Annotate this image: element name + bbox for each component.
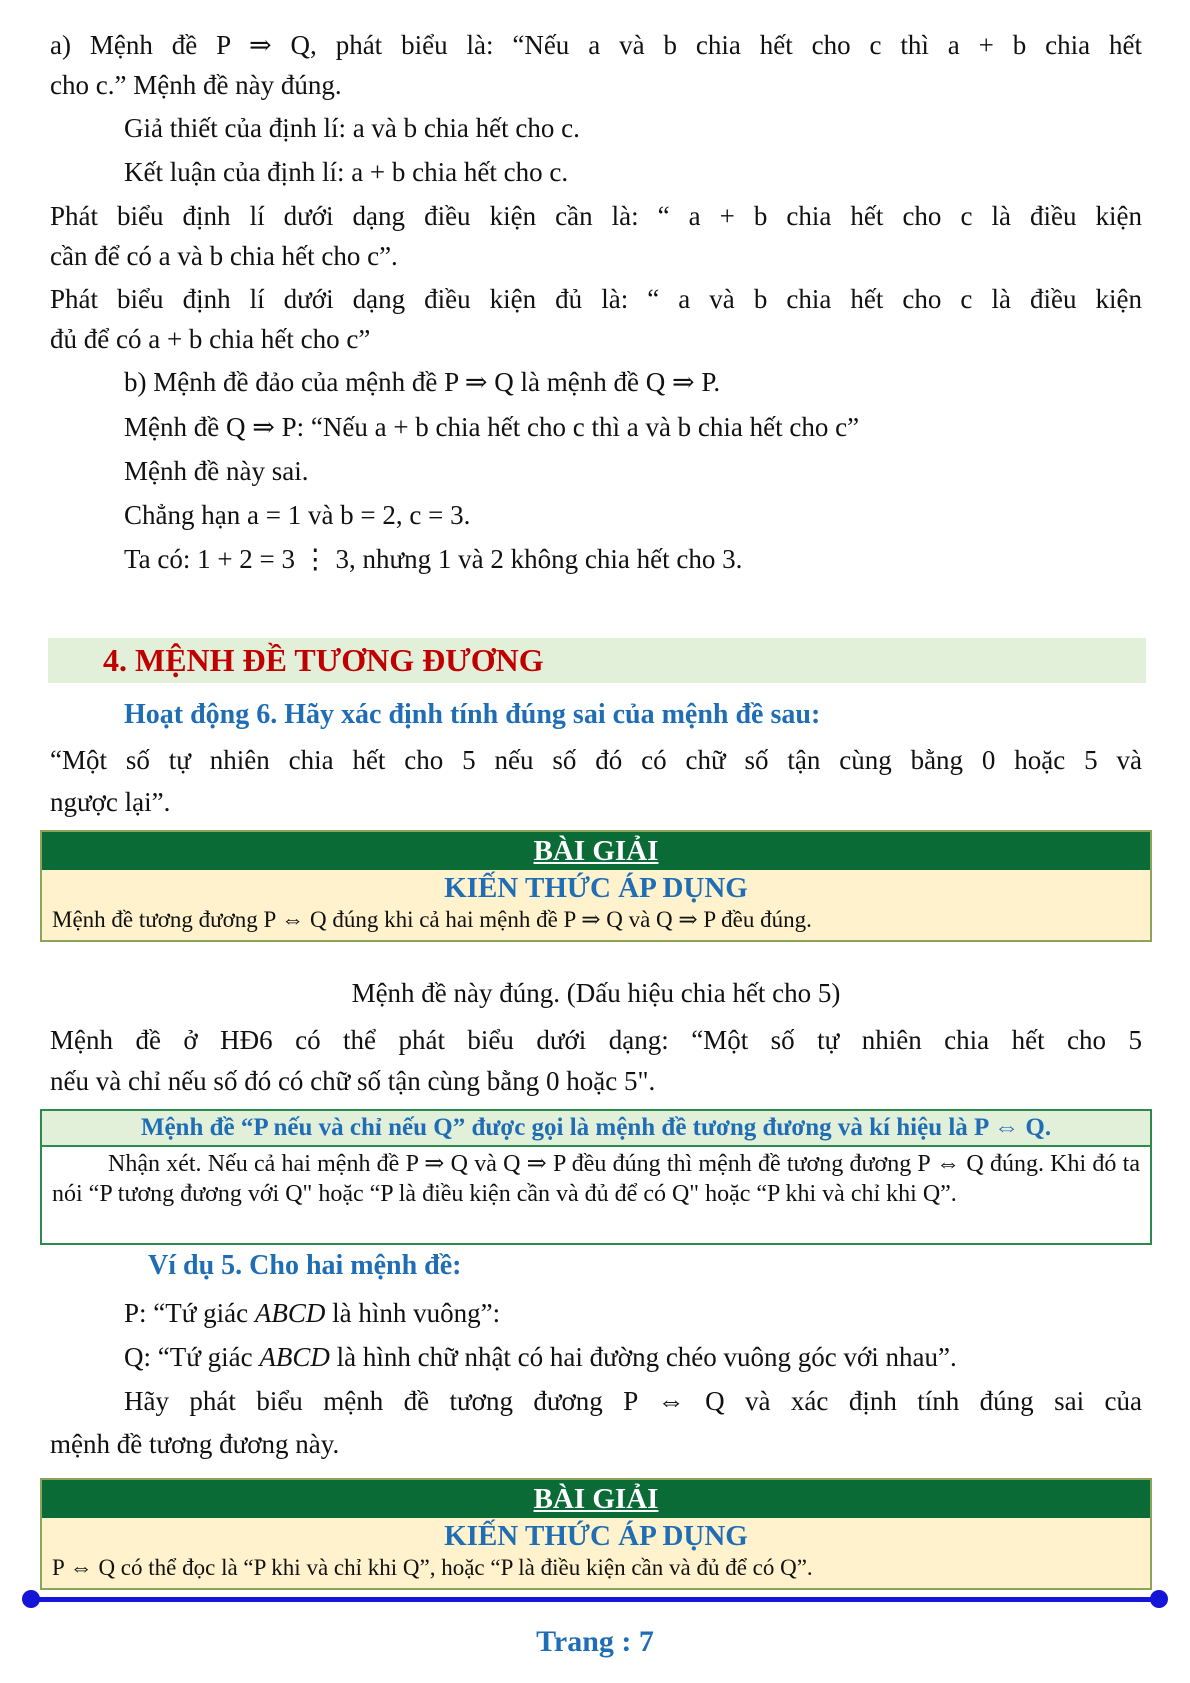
part-b-line-1: b) Mệnh đề đảo của mệnh đề P ⇒ Q là mệnh đề Q ⇒ P.: [124, 367, 721, 397]
example-5-title: Ví dụ 5. Cho hai mệnh đề:: [148, 1250, 462, 1281]
proposition-q: [124, 1340, 957, 1374]
knowledge-text: Mệnh đề tương đương P ⇔ Q đúng khi cả hai mệnh đề P ⇒ Q và Q ⇒ P đều đúng.: [52, 907, 812, 932]
sufficient-condition-line-1: Phát biểu định lí dưới dạng điều kiện đủ là: “ a và b chia hết cho c là điều kiện: [50, 284, 1142, 314]
sufficient-condition-line-2: đủ để có a + b chia hết cho c”: [50, 324, 371, 354]
solution-header-2: BÀI GIẢI: [42, 1480, 1150, 1518]
footer-dot-right: [1150, 1590, 1168, 1608]
proposition-q-variable: ABCD: [259, 1342, 330, 1372]
activity-6-statement-1: “Một số tự nhiên chia hết cho 5 nếu số đó có chữ số tận cùng bằng 0 hoặc 5 và: [50, 745, 1142, 775]
part-b-line-3: Mệnh đề này sai.: [124, 456, 309, 486]
remark-text: Nhận xét. Nếu cả hai mệnh đề P ⇒ Q và Q ⇒ P đều đúng thì mệnh đề tương đương P ⇔ Q đúng. Khi đó ta nói “P tương đương với Q" hoặc “P là điều kiện cần và đủ để có Q" hoặc “P khi và chỉ khi Q”.: [52, 1151, 1140, 1207]
proposition-p-suffix: là hình vuông”:: [325, 1298, 501, 1328]
answer-6-restatement-2: nếu và chỉ nếu số đó có chữ số tận cùng bằng 0 hoặc 5".: [50, 1066, 656, 1096]
conclusion-line: Kết luận của định lí: a + b chia hết cho c.: [124, 157, 569, 187]
proposition-p-variable: ABCD: [254, 1298, 326, 1328]
proposition-q-suffix: là hình chữ nhật có hai đường chéo vuông góc với nhau”.: [329, 1342, 957, 1372]
part-b-line-4: Chẳng hạn a = 1 và b = 2, c = 3.: [124, 500, 471, 530]
solution-box-2: [40, 1478, 1152, 1590]
solution-box-1: [40, 830, 1152, 942]
solution-header: BÀI GIẢI: [42, 832, 1150, 870]
knowledge-text-2: P ⇔ Q có thể đọc là “P khi và chỉ khi Q”, hoặc “P là điều kiện cần và đủ để có Q”.: [52, 1555, 813, 1580]
necessary-condition-line-1: Phát biểu định lí dưới dạng điều kiện cần là: “ a + b chia hết cho c là điều kiện: [50, 201, 1142, 231]
activity-6-title: Hoạt động 6. Hãy xác định tính đúng sai của mệnh đề sau:: [124, 699, 821, 730]
definition-title: Mệnh đề “P nếu và chỉ nếu Q” được gọi là mệnh đề tương đương và kí hiệu là P ⇔ Q.: [42, 1111, 1150, 1147]
necessary-condition-line-2: cần để có a và b chia hết cho c”.: [50, 241, 398, 271]
section-heading: [48, 638, 1146, 683]
definition-remark: [42, 1147, 1150, 1209]
part-a-line-1: a) Mệnh đề P ⇒ Q, phát biểu là: “Nếu a và b chia hết cho c thì a + b chia hết: [50, 30, 1142, 60]
footer-divider: [28, 1597, 1158, 1602]
example-5-task-1: Hãy phát biểu mệnh đề tương đương P ⇔ Q và xác định tính đúng sai của: [124, 1386, 1142, 1416]
section-title: 4. MỆNH ĐỀ TƯƠNG ĐƯƠNG: [103, 642, 544, 678]
proposition-p-prefix: P: “Tứ giác: [124, 1298, 255, 1328]
activity-6-statement-2: ngược lại”.: [50, 787, 171, 817]
example-5-task-2: mệnh đề tương đương này.: [50, 1429, 340, 1459]
definition-box: [40, 1109, 1152, 1245]
knowledge-panel: [42, 870, 1150, 940]
page-number: Trang : 7: [536, 1625, 654, 1658]
answer-6-verdict: Mệnh đề này đúng. (Dấu hiệu chia hết cho 5): [351, 978, 841, 1008]
answer-6-restatement-1: Mệnh đề ở HĐ6 có thể phát biểu dưới dạng: “Một số tự nhiên chia hết cho 5: [50, 1025, 1142, 1055]
knowledge-panel-2: [42, 1518, 1150, 1588]
proposition-p: [124, 1296, 500, 1330]
part-b-line-5: Ta có: 1 + 2 = 3 ⋮ 3, nhưng 1 và 2 không chia hết cho 3.: [124, 544, 743, 574]
footer-dot-left: [22, 1590, 40, 1608]
part-b-line-2: Mệnh đề Q ⇒ P: “Nếu a + b chia hết cho c thì a và b chia hết cho c”: [124, 412, 860, 442]
knowledge-title: KIẾN THỨC ÁP DỤNG: [444, 872, 748, 904]
part-a-line-2: cho c.” Mệnh đề này đúng.: [50, 70, 342, 100]
knowledge-title-2: KIẾN THỨC ÁP DỤNG: [444, 1520, 748, 1552]
proposition-q-prefix: Q: “Tứ giác: [124, 1342, 260, 1372]
hypothesis-line: Giả thiết của định lí: a và b chia hết cho c.: [124, 113, 580, 143]
